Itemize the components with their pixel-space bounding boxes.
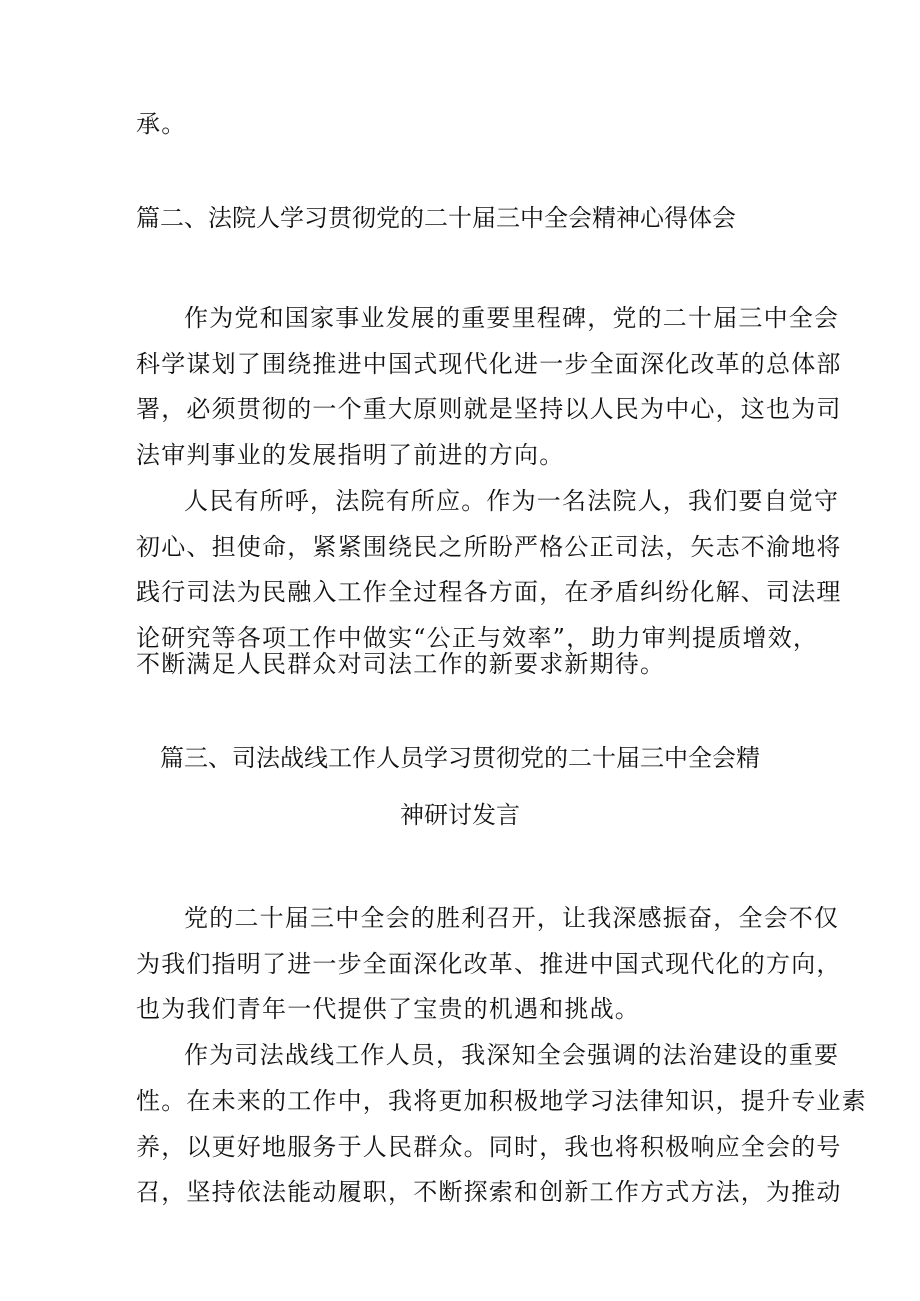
section-2-paragraph-2-line-5: 不断满足人民群众对司法工作的新要求新期待。 — [136, 650, 666, 678]
continued-paragraph-end: 承。 — [136, 110, 187, 138]
section-3-title-line-1: 篇三、司法战线工作人员学习贯彻党的二十届三中全会精 — [160, 744, 760, 772]
section-3-paragraph-1-line-3: 也为我们青年一代提供了宝贵的机遇和挑战。 — [136, 995, 640, 1023]
section-2-paragraph-1-line-2: 科学谋划了围绕推进中国式现代化进一步全面深化改革的总体部 — [136, 350, 842, 378]
section-3-paragraph-1-line-2: 为我们指明了进一步全面深化改革、推进中国式现代化的方向， — [136, 950, 842, 978]
section-3-paragraph-2-line-4: 召，坚持依法能动履职，不断探索和创新工作方式方法，为推动 — [136, 1178, 842, 1206]
section-2-paragraph-1-line-3: 署，必须贯彻的一个重大原则就是坚持以人民为中心，这也为司 — [136, 395, 842, 423]
section-3-paragraph-1-line-1: 党的二十届三中全会的胜利召开，让我深感振奋，全会不仅 — [184, 904, 840, 932]
section-2-title: 篇二、法院人学习贯彻党的二十届三中全会精神心得体会 — [136, 204, 736, 232]
section-3-paragraph-2-line-1: 作为司法战线工作人员，我深知全会强调的法治建设的重要 — [184, 1041, 840, 1069]
section-3-paragraph-2-line-2: 性。在未来的工作中，我将更加积极地学习法律知识，提升专业素 — [136, 1087, 867, 1115]
section-3-title-line-2: 神研讨发言 — [400, 801, 520, 829]
section-3-paragraph-2-line-3: 养，以更好地服务于人民群众。同时，我也将积极响应全会的号 — [136, 1133, 842, 1161]
section-2-paragraph-2-line-1: 人民有所呼，法院有所应。作为一名法院人，我们要自觉守 — [184, 487, 840, 515]
section-2-paragraph-2-line-3: 践行司法为民融入工作全过程各方面，在矛盾纠纷化解、司法理 — [136, 578, 842, 606]
section-2-paragraph-1-line-1: 作为党和国家事业发展的重要里程碑，党的二十届三中全会 — [184, 304, 840, 332]
section-2-paragraph-2-line-2: 初心、担使命，紧紧围绕民之所盼严格公正司法，矢志不渝地将 — [136, 533, 842, 561]
section-2-paragraph-2-line-4: 论研究等各项工作中做实“公正与效率”，助力审判提质增效， — [136, 624, 819, 652]
section-2-paragraph-1-line-4: 法审判事业的发展指明了前进的方向。 — [136, 441, 565, 469]
